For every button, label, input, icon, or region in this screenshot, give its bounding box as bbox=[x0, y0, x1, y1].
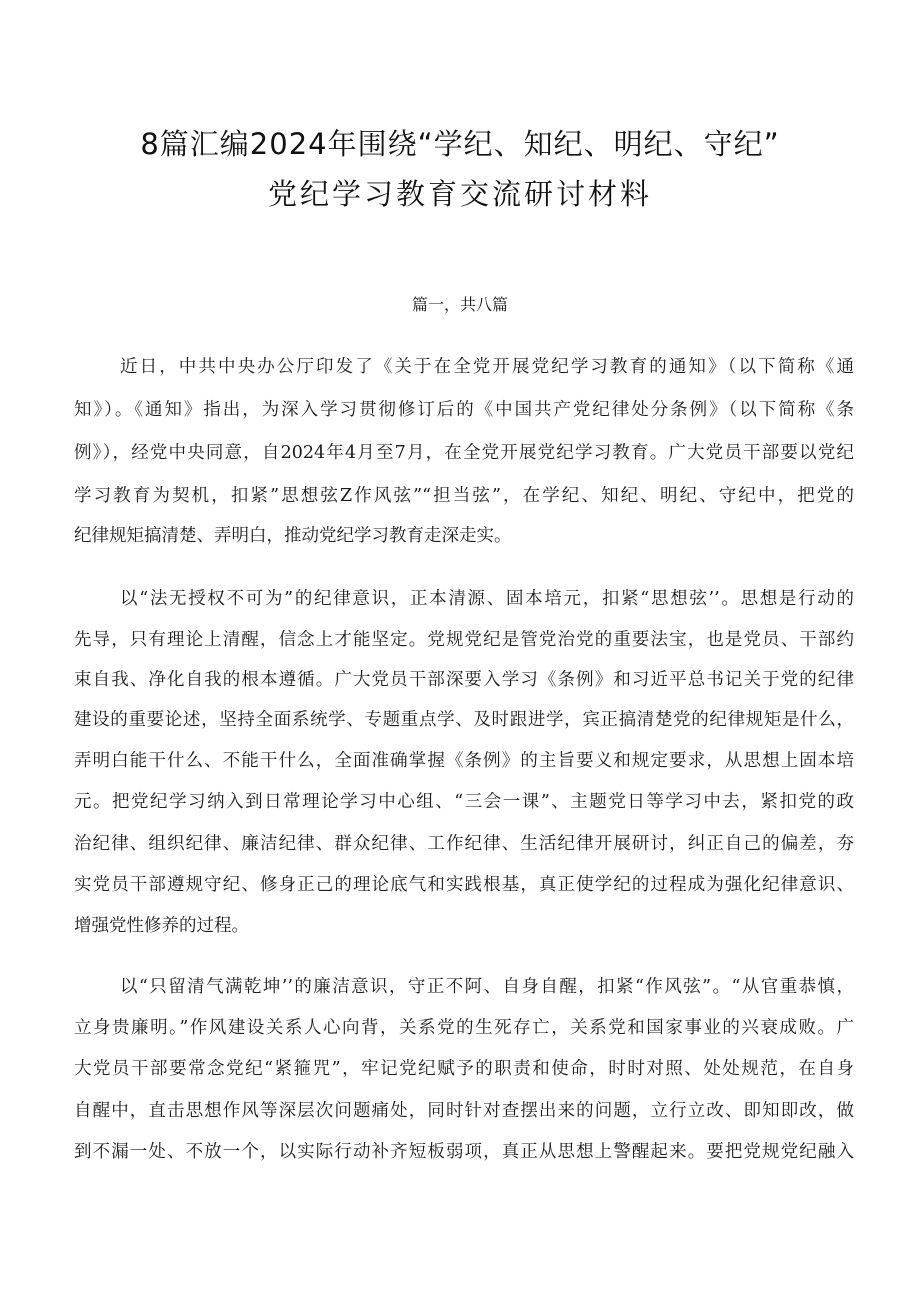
document-title-line-1: 8篇汇编2024年围绕“学纪、知纪、明纪、守纪” bbox=[140, 127, 780, 161]
paragraph-line: 立身贵廉明。”作风建设关系人心向背，关系党的生死存亡，关系党和国家事业的兴衰成败。广 bbox=[74, 1018, 854, 1038]
paragraph-line: 以“法无授权不可为”的纪律意识，正本清源、固本培元，扣紧“思想弦’’。思想是行动的 bbox=[120, 589, 854, 609]
paragraph-line: 例》），经党中央同意，自2024年4月至7月，在全党开展党纪学习教育。广大党员干部要以党纪 bbox=[74, 443, 854, 463]
paragraph-line: 到不漏一处、不放一个，以实际行动补齐短板弱项，真正从思想上警醒起来。要把党规党纪融入 bbox=[74, 1142, 854, 1162]
paragraph-line: 元。把党纪学习纳入到日常理论学习中心组、“三会一课”、主题党日等学习中去，紧扣党的政 bbox=[74, 792, 854, 812]
paragraph-line: 以“只留清气满乾坤’’的廉洁意识，守正不阿、自身自醒，扣紧“作风弦”。“从官重恭慎， bbox=[120, 977, 854, 997]
paragraph-line: 弄明白能干什么、不能干什么，全面准确掌握《条例》的主旨要义和规定要求，从思想上固本培 bbox=[74, 751, 854, 771]
paragraph-line: 治纪律、组织纪律、廉洁纪律、群众纪律、工作纪律、生活纪律开展研讨，纠正自己的偏差，夯 bbox=[74, 834, 854, 854]
paragraph-line: 纪律规矩搞清楚、弄明白，推动党纪学习教育走深走实。 bbox=[74, 526, 512, 546]
section-subtitle: 篇一，共八篇 bbox=[411, 295, 508, 314]
paragraph-line: 学习教育为契机，扣紧”思想弦Z作风弦”“担当弦”，在学纪、知纪、明纪、守纪中，把党的 bbox=[74, 486, 854, 506]
paragraph-line: 建设的重要论述，坚持全面系统学、专题重点学、及时跟进学，宾正搞清楚党的纪律规矩是什么， bbox=[74, 710, 854, 730]
paragraph-line: 束自我、净化自我的根本遵循。广大党员干部深要入学习《条例》和习近平总书记关于党的纪律 bbox=[74, 670, 854, 690]
paragraph-line: 实党员干部遵规守纪、修身正己的理论底气和实践根基，真正使学纪的过程成为强化纪律意识、 bbox=[74, 875, 854, 895]
paragraph-line: 近日，中共中央办公厅印发了《关于在全党开展党纪学习教育的通知》（以下简称《通 bbox=[120, 357, 854, 377]
document-title-line-2: 党纪学习教育交流研讨材料 bbox=[267, 177, 652, 211]
paragraph-line: 增强党性修养的过程。 bbox=[74, 916, 249, 936]
paragraph-line: 知》）。《通知》指出，为深入学习贯彻修订后的《中国共产党纪律处分条例》（以下简称《条 bbox=[74, 400, 854, 420]
paragraph-line: 大党员干部要常念党纪“紧箍咒”，牢记党纪赋予的职责和使命，时时对照、处处规范，在自身 bbox=[74, 1059, 854, 1079]
paragraph-line: 自醒中，直击思想作风等深层次问题痛处，同时针对查摆出来的问题，立行立改、即知即改，做 bbox=[74, 1101, 854, 1121]
paragraph-line: 先导，只有理论上清醒，信念上才能坚定。党规党纪是管党治党的重要法宝，也是党员、干部约 bbox=[74, 630, 854, 650]
